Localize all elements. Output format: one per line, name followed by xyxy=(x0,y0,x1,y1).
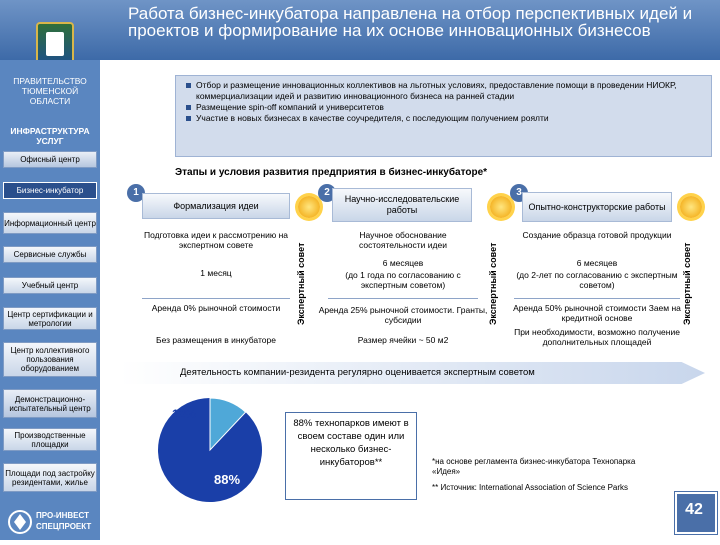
page-number: 42 xyxy=(685,501,703,518)
expert-council-label: Экспертный совет xyxy=(296,242,306,326)
sidebar-item-certification[interactable]: Центр сертификации и метрологии xyxy=(3,307,97,330)
stage-head: Формализация идеи xyxy=(142,193,290,219)
sidebar-item-business-incubator[interactable]: Бизнес-инкубатор xyxy=(3,182,97,199)
stage-head: Научно-исследовательские работы xyxy=(332,188,472,222)
divider xyxy=(514,298,680,299)
stage-desc: Подготовка идеи к рассмотрению на экспертном совете xyxy=(143,230,288,250)
page-title: Работа бизнес-инкубатора направлена на отбор перспективных идей и проектов и формирование на их основе инновационных бизнесов xyxy=(128,4,693,40)
sidebar-item-info-center[interactable]: Информационный центр xyxy=(3,212,97,234)
stage-place: Размер ячейки ~ 50 м2 xyxy=(357,335,449,345)
pie-label-small: 12% xyxy=(172,407,197,421)
stage-duration: 6 месяцев xyxy=(382,258,424,268)
divider xyxy=(142,298,290,299)
bullet-item: Участие в новых бизнесах в качестве соучредителя, с последующим получением роялти xyxy=(186,113,707,124)
stage-place: При необходимости, возможно получение дополнительных площадей xyxy=(514,327,680,347)
stage-duration: 6 месяцев xyxy=(576,258,618,268)
goals-box xyxy=(175,75,712,157)
assessment-text: Деятельность компании-резидента регулярно оценивается экспертным советом xyxy=(180,367,535,378)
sidebar-item-demo-center[interactable]: Демонстрационно-испытательный центр xyxy=(3,389,97,418)
stage-extension: (до 1 года по согласованию с экспертным советом) xyxy=(345,270,461,290)
logo-line1: ПРО-ИНВЕСТ xyxy=(36,511,89,520)
stage-desc: Создание образца готовой продукции xyxy=(522,230,672,240)
sidebar-item-services[interactable]: Сервисные службы xyxy=(3,246,97,263)
footnote-2: ** Источник: International Association of Science Parks xyxy=(432,483,629,492)
pie-label-big: 88% xyxy=(214,472,241,487)
logo-line2: СПЕЦПРОЕКТ xyxy=(36,522,92,531)
stage-rent: Аренда 25% рыночной стоимости. Гранты, субсидии xyxy=(318,305,488,325)
footnotes xyxy=(432,457,662,493)
stage-rent: Аренда 0% рыночной стоимости xyxy=(151,303,281,313)
bullet-item: Отбор и размещение инновационных коллективов на льготных условиях, предоставление помощи в проведении НИОКР, коммерциализации идей и развитию инновационного бизнеса на ранней стадии xyxy=(186,80,707,102)
section-title: ИНФРАСТРУКТУРА УСЛУГ xyxy=(10,126,90,146)
sidebar-item-office-center[interactable]: Офисный центр xyxy=(3,151,97,168)
expert-council-label: Экспертный совет xyxy=(682,242,692,326)
burst-icon xyxy=(298,196,320,218)
stage-extension: (до 2-лет по согласованию с экспертным советом) xyxy=(516,270,678,290)
burst-icon xyxy=(490,196,512,218)
pie-chart xyxy=(145,395,285,505)
sidebar-item-production[interactable]: Производственные площадки xyxy=(3,428,97,451)
stage-place: Без размещения в инкубаторе xyxy=(156,335,276,345)
stage-head: Опытно-конструкторские работы xyxy=(522,192,672,222)
sidebar-item-training[interactable]: Учебный центр xyxy=(3,277,97,294)
org-name: ПРАВИТЕЛЬСТВО ТЮМЕНСКОЙ ОБЛАСТИ xyxy=(13,76,87,106)
stage-desc: Научное обоснование состоятельности идеи xyxy=(359,230,447,250)
sidebar-item-land-housing[interactable]: Площади под застройку резидентами, жилье xyxy=(3,463,97,492)
sidebar-item-shared-equipment[interactable]: Центр коллективного пользования оборудованием xyxy=(3,342,97,377)
stages-title: Этапы и условия развития предприятия в бизнес-инкубаторе* xyxy=(175,167,488,178)
bullet-item: Размещение spin-off компаний и университетов xyxy=(186,102,707,113)
stats-box: 88% технопарков имеют в своем составе один или несколько бизнес-инкубаторов** xyxy=(285,412,417,500)
stage-number: 3 xyxy=(510,184,528,202)
divider xyxy=(328,298,478,299)
stage-rent: Аренда 50% рыночной стоимости Заем на кредитной основе xyxy=(513,303,681,323)
burst-icon xyxy=(680,196,702,218)
stage-duration: 1 месяц xyxy=(200,268,232,278)
expert-council-label: Экспертный совет xyxy=(488,242,498,326)
stage-number: 2 xyxy=(318,184,336,202)
company-logo xyxy=(0,502,100,540)
stage-number: 1 xyxy=(127,184,145,202)
footnote-1: *на основе регламента бизнес-инкубатора Технопарка «Идея» xyxy=(432,457,636,476)
